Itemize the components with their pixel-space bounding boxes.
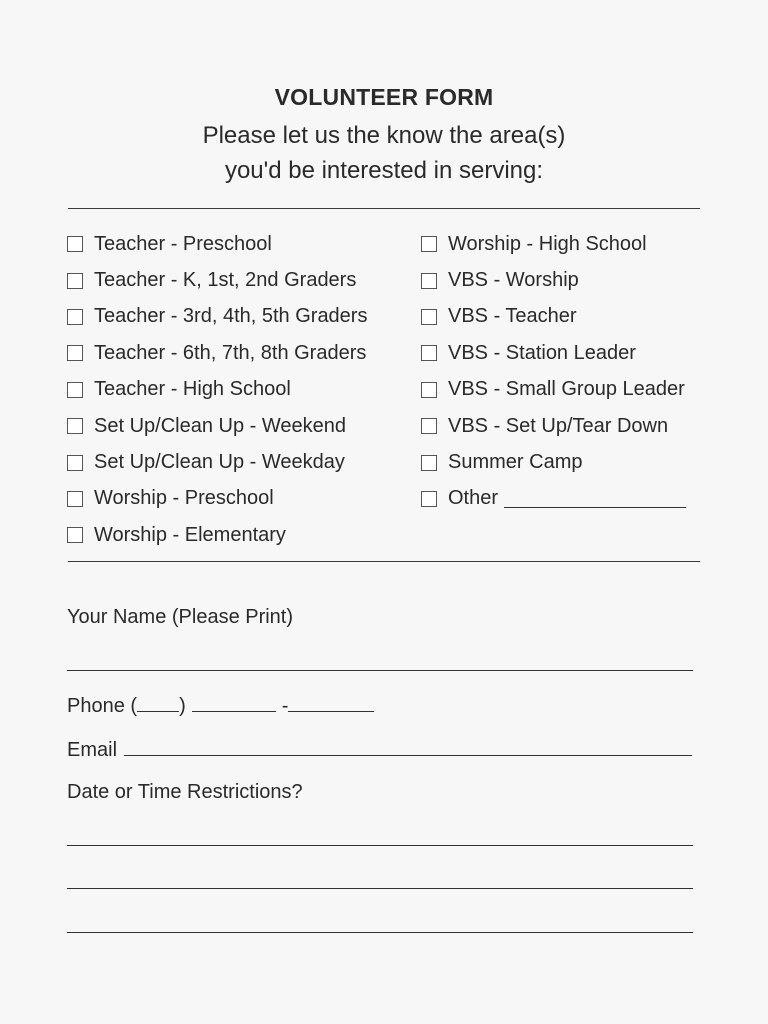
option-teacher-k-2[interactable] xyxy=(67,262,367,298)
checkbox[interactable] xyxy=(421,455,437,471)
form-title: VOLUNTEER FORM xyxy=(274,84,494,110)
checkbox[interactable] xyxy=(67,309,83,325)
restrictions-label: Date or Time Restrictions? xyxy=(67,781,303,803)
option-label: Set Up/Clean Up - Weekend xyxy=(94,414,346,437)
checkbox[interactable] xyxy=(67,527,83,543)
checkbox[interactable] xyxy=(67,455,83,471)
phone-dash: - xyxy=(281,695,289,717)
option-vbs-station-leader[interactable] xyxy=(421,335,686,371)
checkbox[interactable] xyxy=(67,418,83,434)
option-teacher-preschool[interactable] xyxy=(67,226,367,262)
checkbox[interactable] xyxy=(421,309,437,325)
option-worship-high-school[interactable] xyxy=(421,226,686,262)
email-field[interactable] xyxy=(124,737,692,756)
subtitle-line-1: Please let us the know the area(s) xyxy=(202,122,566,149)
option-vbs-teacher[interactable] xyxy=(421,299,686,335)
phone-area-code-field[interactable] xyxy=(137,693,179,712)
checkbox[interactable] xyxy=(67,345,83,361)
option-label: VBS - Worship xyxy=(448,269,579,292)
option-label: VBS - Small Group Leader xyxy=(448,378,685,401)
option-vbs-small-group-leader[interactable] xyxy=(421,372,686,408)
checkbox[interactable] xyxy=(67,382,83,398)
phone-prefix-field[interactable] xyxy=(192,693,276,712)
phone-label: Phone ( xyxy=(67,695,138,717)
option-vbs-worship[interactable] xyxy=(421,262,686,298)
phone-row xyxy=(67,693,374,718)
option-label: Worship - Elementary xyxy=(94,523,286,546)
option-worship-preschool[interactable] xyxy=(67,481,367,517)
option-label: Worship - High School xyxy=(448,232,647,255)
option-worship-elementary[interactable] xyxy=(67,517,367,553)
checkbox[interactable] xyxy=(67,236,83,252)
option-summer-camp[interactable] xyxy=(421,444,686,480)
option-label: Teacher - Preschool xyxy=(94,232,272,255)
phone-close-paren: ) xyxy=(179,695,186,717)
option-setup-weekday[interactable] xyxy=(67,444,367,480)
subtitle-line-2: you'd be interested in serving: xyxy=(224,157,544,184)
email-row xyxy=(67,737,692,762)
restrictions-line-2[interactable] xyxy=(67,888,693,889)
option-label: VBS - Set Up/Tear Down xyxy=(448,414,669,437)
option-label: Summer Camp xyxy=(448,451,583,474)
name-field[interactable] xyxy=(67,670,693,671)
email-label: Email xyxy=(67,739,118,761)
option-label: Teacher - High School xyxy=(94,378,291,401)
options-left-column xyxy=(67,226,367,554)
phone-line-field[interactable] xyxy=(288,693,374,712)
checkbox[interactable] xyxy=(421,491,437,507)
option-label: Other xyxy=(448,487,499,510)
options-right-column xyxy=(421,226,686,517)
option-teacher-3-5[interactable] xyxy=(67,299,367,335)
checkbox[interactable] xyxy=(421,236,437,252)
form-subtitle xyxy=(0,118,768,188)
restrictions-line-1[interactable] xyxy=(67,845,693,846)
restrictions-line-3[interactable] xyxy=(67,932,693,933)
option-vbs-setup-teardown[interactable] xyxy=(421,408,686,444)
name-label: Your Name (Please Print) xyxy=(67,606,294,628)
option-label: VBS - Station Leader xyxy=(448,341,636,364)
checkbox[interactable] xyxy=(421,273,437,289)
other-blank-field[interactable] xyxy=(504,489,686,508)
option-label: Teacher - 3rd, 4th, 5th Graders xyxy=(94,305,368,328)
checkbox[interactable] xyxy=(421,418,437,434)
checkbox[interactable] xyxy=(421,382,437,398)
option-other[interactable] xyxy=(421,481,686,517)
checkbox[interactable] xyxy=(67,273,83,289)
checkbox[interactable] xyxy=(421,345,437,361)
option-setup-weekend[interactable] xyxy=(67,408,367,444)
option-teacher-high-school[interactable] xyxy=(67,372,367,408)
option-label: Teacher - 6th, 7th, 8th Graders xyxy=(94,341,367,364)
option-label: VBS - Teacher xyxy=(448,305,577,328)
bottom-divider xyxy=(68,561,700,562)
checkbox[interactable] xyxy=(67,491,83,507)
option-label: Set Up/Clean Up - Weekday xyxy=(94,451,345,474)
option-teacher-6-8[interactable] xyxy=(67,335,367,371)
option-label: Worship - Preschool xyxy=(94,487,274,510)
option-label: Teacher - K, 1st, 2nd Graders xyxy=(94,269,357,292)
top-divider xyxy=(68,208,700,209)
